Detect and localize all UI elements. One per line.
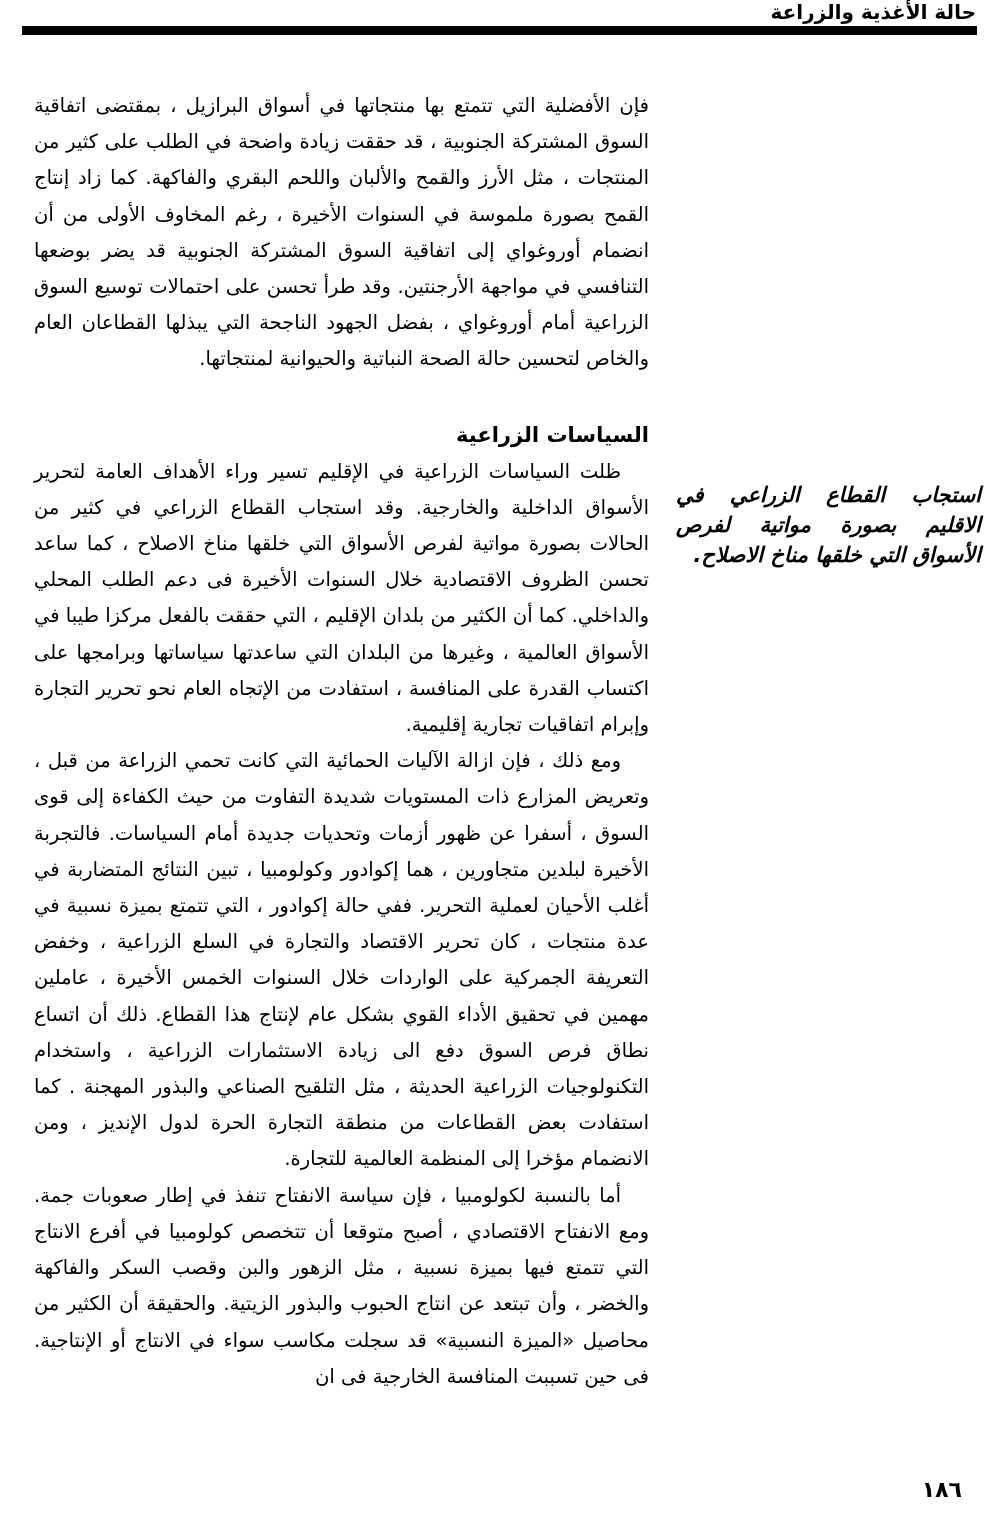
- paragraph: أما بالنسبة لكولومبيا ، فإن سياسة الانفتاح تنفذ في إطار صعوبات جمة. ومع الانفتاح الاقتصادي ، أصبح متوقعا أن تتخصص كولومبيا في أفرع الانتاج التي تتمتع فيها بميزة نسبية ، مثل الزهور والبن وقصب السكر والفاكهة والخضر ، وأن تبتعد عن انتاج الحبوب والبذور الزيتية. والحقيقة أن الكثير من محاصيل «الميزة النسبية» قد سجلت مكاسب سواء في الانتاج أو الإنتاجية. فى حين تسببت المنافسة الخارجية فى ان: [34, 1183, 649, 1388]
- header-rule: [22, 26, 977, 35]
- paragraph: ظلت السياسات الزراعية في الإقليم تسير وراء الأهداف العامة لتحرير الأسواق الداخلية والخارجية. وقد استجاب القطاع الزراعي في كثير من الحالات بصورة مواتية لفرص الأسواق التي خلقها مناخ الاصلاح ، كما ساعد تحسن الظروف الاقتصادية خلال السنوات الأخيرة فى دعم الطلب المحلي والداخلي. كما أن الكثير من بلدان الإقليم ، التي حققت بالفعل مركزا طيبا في الأسواق العالمية ، وغيرها من البلدان التي ساعدتها سياساتها وبرامجها على اكتساب القدرة على المنافسة ، استفادت من الإتجاه العام نحو تحرير التجارة وإبرام اتفاقيات تجارية إقليمية.: [34, 459, 649, 737]
- paragraph: ومع ذلك ، فإن ازالة الآليات الحمائية التي كانت تحمي الزراعة من قبل ، وتعريض المزارع ذات المستويات شديدة التفاوت من حيث الكفاءة إلى قوى السوق ، أسفرا عن ظهور أزمات وتحديات جديدة أمام السياسات. فالتجربة الأخيرة لبلدين متجاورين ، هما إكوادور وكولومبيا ، تبين النتائج المتضاربة في أغلب الأحيان لعملية التحرير. ففي حالة إكوادور ، التي تتمتع بميزة نسبية في عدة منتجات ، كان تحرير الاقتصاد والتجارة في السلع الزراعية ، وخفض التعريفة الجمركية على الواردات خلال السنوات الخمس الأخيرة ، عاملين مهمين في تحقيق الأداء القوي بشكل عام لإنتاج هذا القطاع. ذلك أن اتساع نطاق فرص السوق دفع الى زيادة الاستثمارات الزراعية ، واستخدام التكنولوجيات الزراعية الحديثة ، مثل التلقيح الصناعي والبذور المهجنة . كما استفادت بعض القطاعات من منطقة التجارة الحرة لدول الإنديز ، ومن الانضمام مؤخرا إلى المنظمة العالمية للتجارة.: [34, 749, 649, 1171]
- margin-note: استجاب القطاع الزراعي في الاقليم بصورة مواتية لفرص الأسواق التي خلقها مناخ الاصلاح.: [676, 483, 981, 567]
- paragraph-continuation: فإن الأفضلية التي تتمتع بها منتجاتها في أسواق البرازيل ، بمقتضى اتفاقية السوق المشتركة الجنوبية ، قد حققت زيادة واضحة في الطلب على كثير من المنتجات ، مثل الأرز والقمح والألبان واللحم البقري والفاكهة. كما زاد إنتاج القمح بصورة ملموسة في السنوات الأخيرة ، رغم المخاوف الأولى من أن انضمام أوروغواي إلى اتفاقية السوق المشتركة الجنوبية قد يضر بوضعها التنافسي في مواجهة الأرجنتين. وقد طرأ تحسن على احتمالات توسيع السوق الزراعية أمام أوروغواي ، بفضل الجهود الناجحة التي يبذلها القطاعان العام والخاص لتحسين حالة الصحة النباتية والحيوانية لمنتجاتها.: [34, 94, 649, 371]
- running-title: حالة الأغذية والزراعة: [770, 0, 976, 24]
- main-text-column: [34, 88, 649, 1395]
- section-heading: السياسات الزراعية: [456, 422, 649, 447]
- page-number: ١٨٦: [921, 1478, 962, 1503]
